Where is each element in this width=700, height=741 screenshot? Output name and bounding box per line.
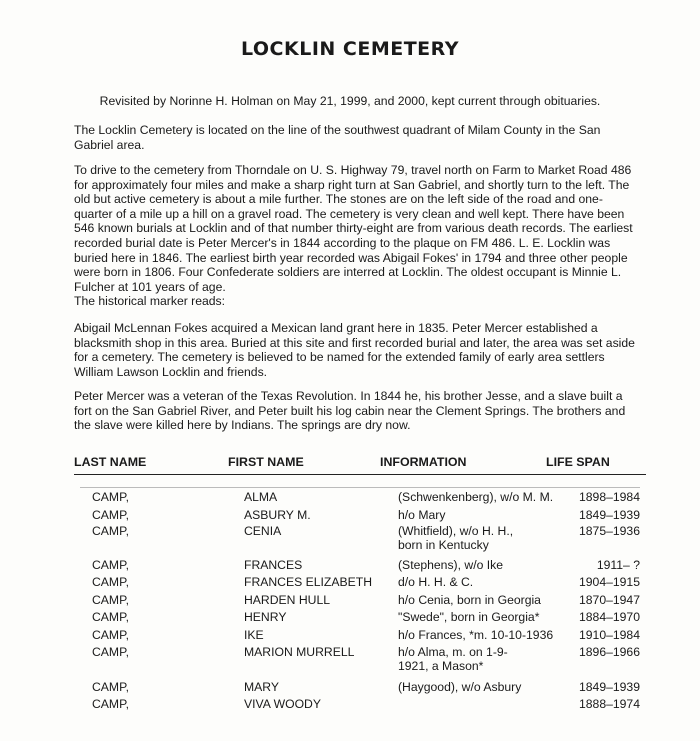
life-span-cell: 1875–1936	[578, 524, 640, 538]
subtitle: Revisited by Norinne H. Holman on May 21, 1999, and 2000, kept current through obituaries.	[99, 94, 601, 108]
paragraph-mercer	[74, 389, 640, 433]
information-cell: "Swede", born in Georgia*	[398, 610, 540, 624]
header-information: INFORMATION	[380, 455, 467, 469]
life-span-cell: 1870–1947	[578, 593, 640, 607]
last-name-cell: CAMP,	[92, 558, 130, 572]
life-span-cell: 1898–1984	[578, 490, 640, 504]
last-name-cell: CAMP,	[92, 508, 130, 522]
paragraph-text: The Locklin Cemetery is located on the line of the southwest quadrant of Milam County in the San Gabriel area.	[74, 123, 601, 152]
header-rule	[74, 474, 646, 475]
first-name-cell: MARION MURRELL	[244, 645, 355, 659]
information-cell: h/o Alma, m. on 1-9-1921, a Mason*	[398, 645, 508, 673]
life-span-cell: 1888–1974	[578, 697, 640, 711]
paragraph-marker	[74, 321, 640, 379]
information-cell: (Whitfield), w/o H. H., born in Kentucky	[398, 524, 514, 552]
life-span-cell: 1849–1939	[578, 508, 640, 522]
first-name-cell: MARY	[244, 680, 279, 694]
torn-edge-divider	[80, 477, 640, 488]
information-cell: (Stephens), w/o Ike	[398, 558, 503, 572]
last-name-cell: CAMP,	[92, 680, 130, 694]
last-name-cell: CAMP,	[92, 575, 130, 589]
information-cell: h/o Frances, *m. 10-10-1936	[398, 628, 554, 642]
header-first-name: FIRST NAME	[228, 455, 304, 469]
first-name-cell: HENRY	[244, 610, 287, 624]
last-name-cell: CAMP,	[92, 628, 130, 642]
header-life-span: LIFE SPAN	[546, 455, 610, 469]
life-span-cell: 1884–1970	[578, 610, 640, 624]
information-cell: h/o Mary	[398, 508, 446, 522]
first-name-cell: HARDEN HULL	[244, 593, 331, 607]
page-title: LOCKLIN CEMETERY	[240, 38, 460, 60]
table-header	[0, 455, 700, 471]
last-name-cell: CAMP,	[92, 610, 130, 624]
first-name-cell: FRANCES ELIZABETH	[244, 575, 372, 589]
last-name-cell: CAMP,	[92, 490, 130, 504]
first-name-cell: ASBURY M.	[244, 508, 311, 522]
information-cell: (Haygood), w/o Asbury	[398, 680, 522, 694]
information-cell: (Schwenkenberg), w/o M. M.	[398, 490, 554, 504]
information-cell: d/o H. H. & C.	[398, 575, 474, 589]
last-name-cell: CAMP,	[92, 593, 130, 607]
paragraph-text: To drive to the cemetery from Thorndale on U. S. Highway 79, travel north on Farm to Market Road 486 for approximately four miles and make a sharp right turn at San Gabriel, and shortly turn to the left. The old but active cemetery is about a mile further. The stones are on the left side of the road and one-quarter of a mile up a hill on a gravel road. The cemetery is very clean and well kept. There have been 546 known burials at Locklin and of that number thirty-eight are from various death records. The earliest recorded burial date is Peter Mercer's in 1844 according to the plaque on FM 486. L. E. Locklin was buried here in 1846. The earliest birth year recorded was Abigail Fokes' in 1794 and three other people were born in 1806. Four Confederate soldiers are interred at Locklin. The oldest occupant is Minnie L. Fulcher at 101 years of age.	[74, 163, 633, 294]
life-span-cell: 1910–1984	[578, 628, 640, 642]
paragraph-text: Abigail McLennan Fokes acquired a Mexican land grant here in 1835. Peter Mercer established a blacksmith shop in this area. Buried at this site and first recorded burial and later, the area was set aside for a cemetery. The cemetery is believed to be named for the extended family of early area settlers William Lawson Locklin and friends.	[74, 321, 635, 379]
paragraph-text: Peter Mercer was a veteran of the Texas Revolution. In 1844 he, his brother Jesse, and a slave built a fort on the San Gabriel River, and Peter built his log cabin near the Clement Springs. The brothers and the slave were killed here by Indians. The springs are dry now.	[74, 389, 626, 433]
paragraph-text: The historical marker reads:	[74, 294, 226, 309]
first-name-cell: CENIA	[244, 524, 282, 538]
first-name-cell: FRANCES	[244, 558, 303, 572]
life-span-cell: 1904–1915	[578, 575, 640, 589]
information-cell: h/o Cenia, born in Georgia	[398, 593, 541, 607]
first-name-cell: IKE	[244, 628, 264, 642]
last-name-cell: CAMP,	[92, 524, 130, 538]
first-name-cell: ALMA	[244, 490, 278, 504]
life-span-cell: 1849–1939	[578, 680, 640, 694]
life-span-cell: 1896–1966	[578, 645, 640, 659]
header-last-name: LAST NAME	[74, 455, 147, 469]
paragraph-location	[74, 123, 640, 152]
first-name-cell: VIVA WOODY	[244, 697, 321, 711]
last-name-cell: CAMP,	[92, 697, 130, 711]
last-name-cell: CAMP,	[92, 645, 130, 659]
life-span-cell: 1911– ?	[596, 558, 640, 572]
paragraph-directions	[74, 163, 640, 309]
